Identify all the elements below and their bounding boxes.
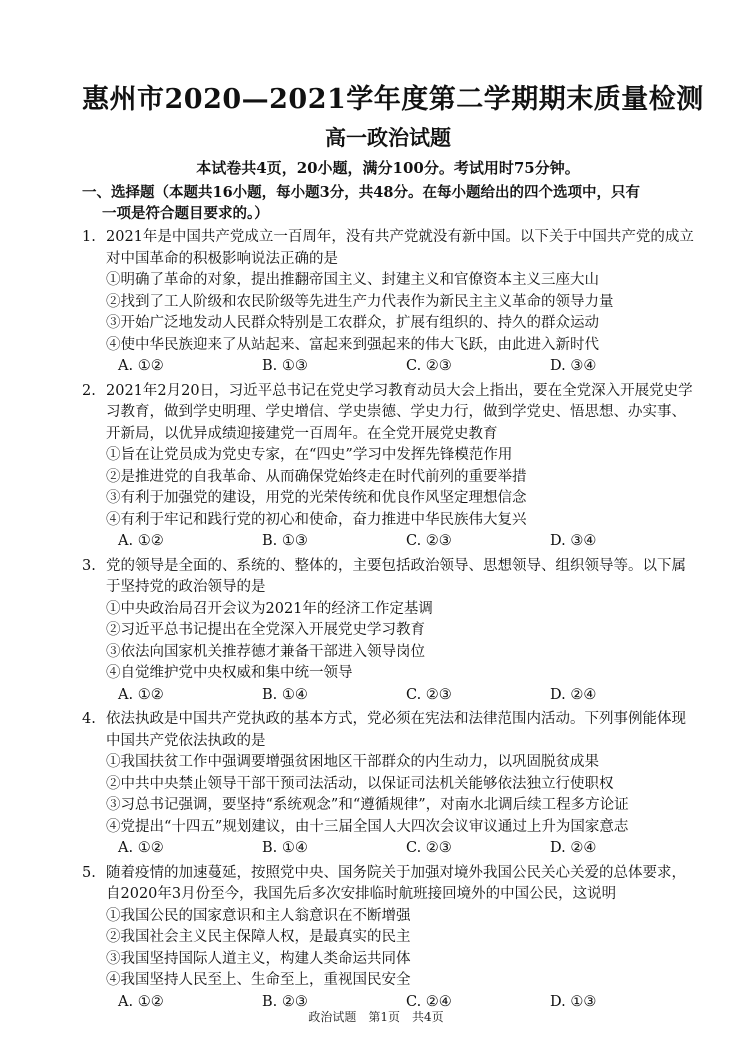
- option-d[interactable]: D. ②④: [550, 840, 597, 856]
- statement-4: ④使中华民族迎来了从站起来、富起来到强起来的伟大飞跃，由此进入新时代: [106, 336, 599, 353]
- exam-title: 惠州市2020—2021学年度第二学期期末质量检测: [82, 84, 704, 115]
- statement-2: ②习近平总书记提出在全党深入开展党史学习教育: [106, 622, 425, 638]
- question-text: 党的领导是全面的、系统的、整体的，主要包括政治领导、思想领导、组织领导等。以下属于坚持党的政治领导的是: [106, 557, 686, 595]
- question-stem: [82, 709, 694, 752]
- question-number: 4.: [82, 711, 96, 727]
- statement-2: ②找到了工人阶级和农民阶级等先进生产力代表作为新民主主义革命的领导力量: [106, 293, 614, 310]
- option-d[interactable]: D. ①③: [550, 993, 597, 1010]
- option-c[interactable]: C. ②③: [406, 686, 452, 703]
- statement-2: ②是推进党的自我革命、从而确保党始终走在时代前列的重要举措: [106, 468, 527, 485]
- option-d[interactable]: D. ③④: [550, 358, 597, 374]
- question-stem: [82, 863, 694, 906]
- question-number: 2.: [82, 382, 96, 399]
- question-stem: [82, 556, 694, 599]
- exam-info: 本试卷共4页，20小题，满分100分。考试用时75分钟。: [196, 159, 580, 177]
- option-a[interactable]: A. ①②: [118, 358, 164, 374]
- section-line-1: 一、选择题（本题共16小题，每小题3分，共48分。在每小题给出的四个选项中，只有: [82, 184, 640, 201]
- question-5: [82, 863, 694, 1014]
- option-b[interactable]: B. ①④: [262, 840, 308, 856]
- page-footer: 政治试题 第1页 共4页: [308, 1010, 444, 1024]
- question-text: 依法执政是中国共产党执政的基本方式，党必须在宪法和法律范围内活动。下列事例能体现中国共产党依法执政的是: [106, 711, 686, 749]
- statement-4: ④自觉维护党中央权威和集中统一领导: [106, 665, 353, 681]
- option-d[interactable]: D. ③④: [550, 533, 597, 549]
- option-c[interactable]: C. ②③: [406, 533, 452, 549]
- option-b[interactable]: B. ①③: [262, 533, 308, 549]
- answer-options: [82, 838, 694, 860]
- option-a[interactable]: A. ①②: [118, 840, 164, 856]
- statement-4: ④党提出“十四五”规划建议，由十三届全国人大四次会议审议通过上升为国家意志: [106, 818, 629, 835]
- section-line-2: 一项是符合题目要求的。）: [102, 205, 269, 222]
- option-c[interactable]: C. ②③: [406, 358, 452, 374]
- question-2: [82, 381, 694, 553]
- question-1: [82, 227, 694, 378]
- question-4: [82, 709, 694, 860]
- statement-3: ③依法向国家机关推荐德才兼备干部进入领导岗位: [106, 643, 425, 660]
- question-number: 5.: [82, 864, 96, 881]
- statement-1: ①中央政治局召开会议为2021年的经济工作定基调: [106, 600, 433, 617]
- exam-subtitle: 高一政治试题: [325, 125, 451, 150]
- question-text: 随着疫情的加速蔓延，按照党中央、国务院关于加强对境外我国公民关心关爱的总体要求，自2020年3月份至今，我国先后多次安排临时航班接回境外的中国公民，这说明: [106, 864, 686, 902]
- answer-options: [82, 685, 694, 707]
- answer-options: [82, 356, 694, 378]
- statement-3: ③有利于加强党的建设，用党的光荣传统和优良作风坚定理想信念: [106, 490, 527, 506]
- statement-2: ②我国社会主义民主保障人权，是最真实的民主: [106, 929, 411, 945]
- statement-1: ①我国扶贫工作中强调要增强贫困地区干部群众的内生动力，以巩固脱贫成果: [106, 754, 599, 770]
- statement-3: ③习总书记强调，要坚持“系统观念”和“遵循规律”，对南水北调后续工程多方论证: [106, 797, 629, 813]
- statement-1: ①旨在让党员成为党史专家，在“四史”学习中发挥先锋模范作用: [106, 447, 513, 463]
- option-c[interactable]: C. ②④: [406, 993, 452, 1010]
- option-b[interactable]: B. ②③: [262, 993, 308, 1010]
- question-number: 1.: [82, 229, 96, 245]
- option-a[interactable]: A. ①②: [118, 533, 164, 549]
- statement-4: ④我国坚持人民至上、生命至上，重视国民安全: [106, 972, 411, 988]
- question-3: [82, 556, 694, 707]
- statement-3: ③我国坚持国际人道主义，构建人类命运共同体: [106, 950, 411, 967]
- option-b[interactable]: B. ①④: [262, 686, 308, 703]
- statement-1: ①明确了革命的对象，提出推翻帝国主义、封建主义和官僚资本主义三座大山: [106, 272, 599, 288]
- answer-options: [82, 531, 694, 553]
- option-c[interactable]: C. ②③: [406, 840, 452, 856]
- statement-1: ①我国公民的国家意识和主人翁意识在不断增强: [106, 907, 411, 924]
- option-a[interactable]: A. ①②: [118, 993, 164, 1010]
- section-instructions: [82, 182, 694, 224]
- statement-2: ②中共中央禁止领导干部干预司法活动，以保证司法机关能够依法独立行使职权: [106, 775, 614, 792]
- question-stem: [82, 227, 694, 270]
- statement-3: ③开始广泛地发动人民群众特别是工农群众，扩展有组织的、持久的群众运动: [106, 315, 599, 331]
- question-number: 3.: [82, 557, 96, 574]
- question-text: 2021年2月20日，习近平总书记在党史学习教育动员大会上指出，要在全党深入开展党史学习教育，做到学史明理、学史增信、学史崇德、学史力行，做到学党史、悟思想、办实事、开新局，以优异成绩迎接建党一百周年。在全党开展党史教育: [106, 382, 693, 442]
- question-text: 2021年是中国共产党成立一百周年，没有共产党就没有新中国。以下关于中国共产党的成立对中国革命的积极影响说法正确的是: [106, 229, 694, 267]
- option-b[interactable]: B. ①③: [262, 358, 308, 374]
- statement-4: ④有利于牢记和践行党的初心和使命，奋力推进中华民族伟大复兴: [106, 511, 527, 528]
- option-a[interactable]: A. ①②: [118, 686, 164, 703]
- question-stem: [82, 381, 694, 446]
- option-d[interactable]: D. ②④: [550, 686, 597, 703]
